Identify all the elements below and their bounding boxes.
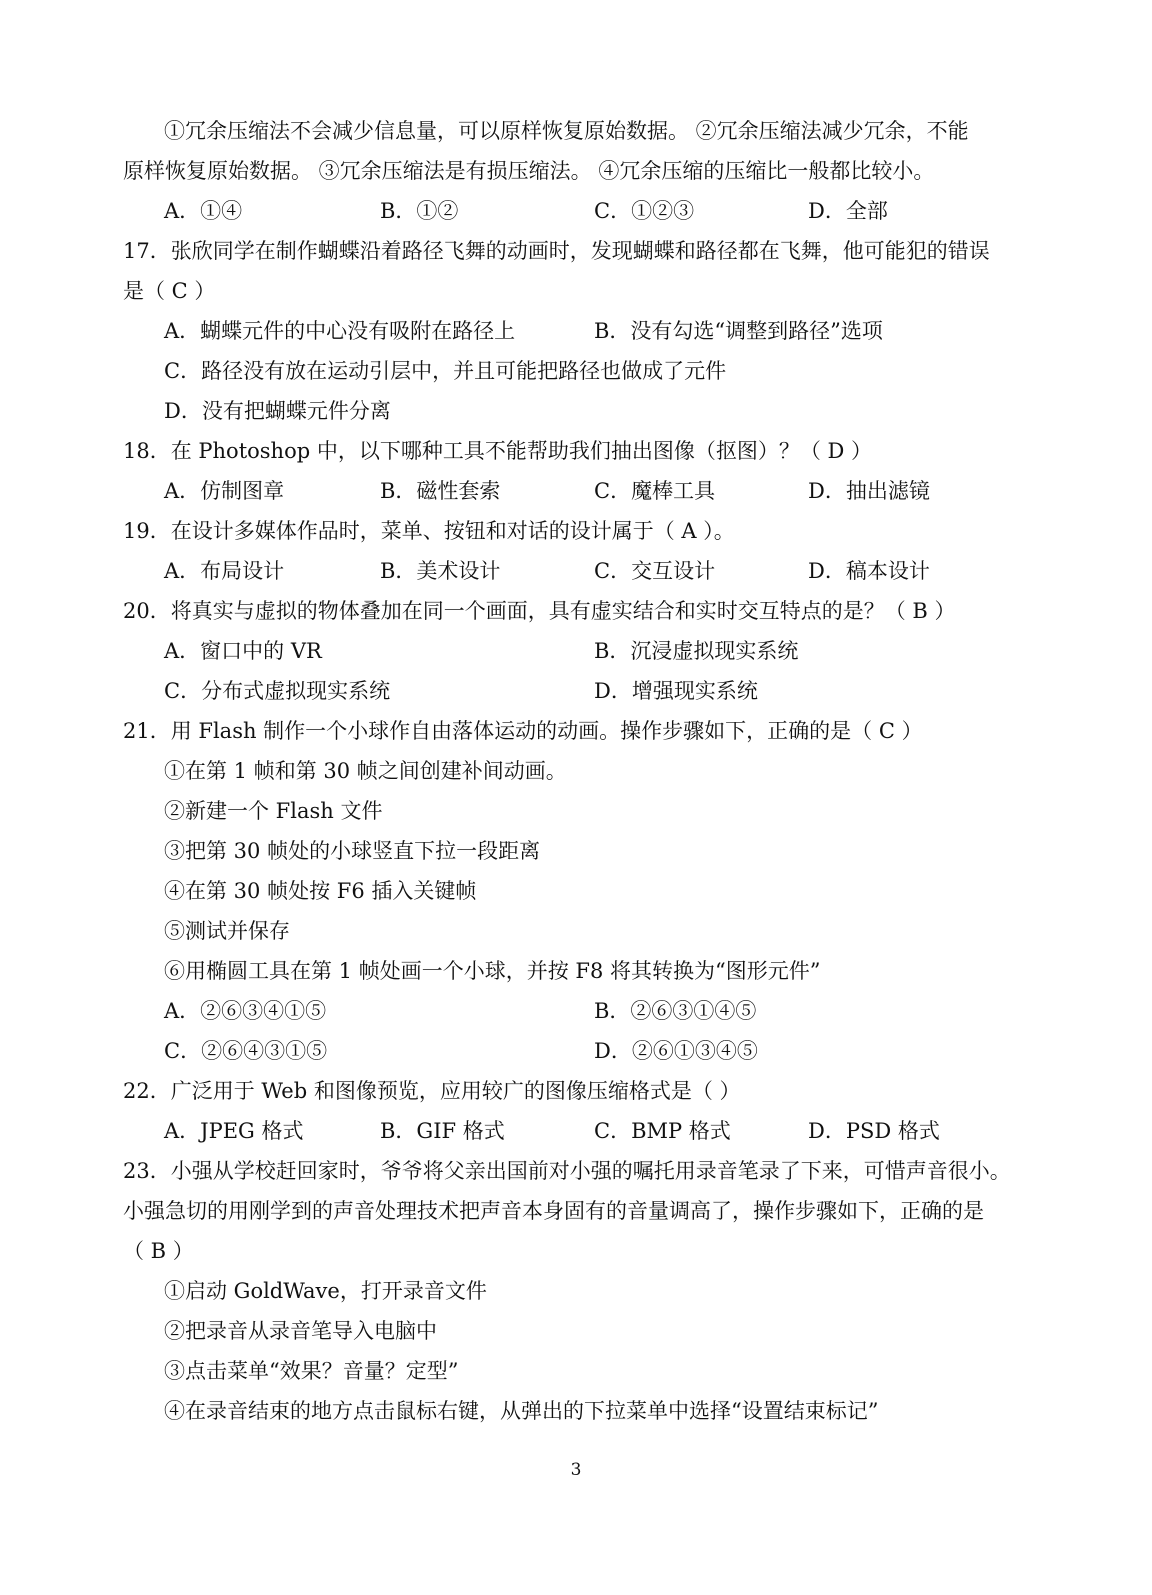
q19-question: 19．在设计多媒体作品时，菜单、按钮和对话的设计属于（ A ）。	[123, 519, 735, 543]
q19-option-c: C．交互设计	[594, 559, 716, 583]
q23-question-line-2: 小强急切的用刚学到的声音处理技术把声音本身固有的音量调高了，操作步骤如下，正确的是	[123, 1199, 984, 1223]
q20-option-b: B．沉浸虚拟现实系统	[594, 639, 799, 663]
q16-options	[0, 191, 1152, 231]
q16-option-a: A．①④	[164, 199, 243, 223]
q17-option-b: B．没有勾选“调整到路径”选项	[594, 319, 883, 343]
q21-step-3: ③把第 30 帧处的小球竖直下拉一段距离	[164, 839, 541, 863]
q20-options-row-2	[0, 671, 1152, 711]
q20-option-a: A．窗口中的 VR	[164, 639, 322, 663]
q21-option-b: B．②⑥③①④⑤	[594, 999, 757, 1023]
q23-question-line-1: 23．小强从学校赶回家时，爷爷将父亲出国前对小强的嘱托用录音笔录了下来，可惜声音很小。	[123, 1159, 1011, 1183]
q16-option-b: B．①②	[380, 199, 459, 223]
q16-statement-line-1: ①冗余压缩法不会减少信息量，可以原样恢复原始数据。 ②冗余压缩法减少冗余，不能	[164, 119, 969, 143]
q21-option-d: D．②⑥①③④⑤	[594, 1039, 758, 1063]
q16-option-c: C．①②③	[594, 199, 695, 223]
q17-option-d: D．没有把蝴蝶元件分离	[164, 399, 391, 423]
q18-option-c: C．魔棒工具	[594, 479, 716, 503]
q21-question: 21．用 Flash 制作一个小球作自由落体运动的动画。操作步骤如下，正确的是（ C ）	[123, 719, 923, 743]
q18-options	[0, 471, 1152, 511]
q21-step-1: ①在第 1 帧和第 30 帧之间创建补间动画。	[164, 759, 567, 783]
q17-options-row-1	[0, 311, 1152, 351]
q18-option-a: A．仿制图章	[164, 479, 285, 503]
q23-step-3: ③点击菜单“效果？音量？定型”	[164, 1359, 459, 1383]
q23-step-1: ①启动 GoldWave，打开录音文件	[164, 1279, 487, 1303]
q22-question: 22．广泛用于 Web 和图像预览，应用较广的图像压缩格式是（ ）	[123, 1079, 741, 1103]
q22-option-d: D．PSD 格式	[808, 1119, 940, 1143]
q23-question-line-3: （ B ）	[123, 1239, 194, 1263]
q22-option-a: A．JPEG 格式	[164, 1119, 304, 1143]
q18-question: 18．在 Photoshop 中，以下哪种工具不能帮助我们抽出图像（抠图）？（ D ）	[123, 439, 873, 463]
q23-step-2: ②把录音从录音笔导入电脑中	[164, 1319, 437, 1343]
q16-statement-line-2: 原样恢复原始数据。 ③冗余压缩法是有损压缩法。 ④冗余压缩的压缩比一般都比较小。	[123, 159, 935, 183]
q20-option-d: D．增强现实系统	[594, 679, 758, 703]
q22-option-b: B．GIF 格式	[380, 1119, 505, 1143]
q21-options-row-2	[0, 1031, 1152, 1071]
q20-option-c: C．分布式虚拟现实系统	[164, 679, 391, 703]
q21-step-2: ②新建一个 Flash 文件	[164, 799, 383, 823]
q19-option-b: B．美术设计	[380, 559, 501, 583]
q21-option-c: C．②⑥④③①⑤	[164, 1039, 328, 1063]
q20-question: 20．将真实与虚拟的物体叠加在同一个画面，具有虚实结合和实时交互特点的是？（ B ）	[123, 599, 956, 623]
q18-option-b: B．磁性套索	[380, 479, 501, 503]
q22-option-c: C．BMP 格式	[594, 1119, 731, 1143]
q21-step-6: ⑥用椭圆工具在第 1 帧处画一个小球，并按 F8 将其转换为“图形元件”	[164, 959, 821, 983]
page-number: 3	[570, 1460, 582, 1480]
q22-options	[0, 1111, 1152, 1151]
q16-option-d: D．全部	[808, 199, 888, 223]
q21-options-row-1	[0, 991, 1152, 1031]
q17-question-line-1: 17．张欣同学在制作蝴蝶沿着路径飞舞的动画时，发现蝴蝶和路径都在飞舞，他可能犯的错误	[123, 239, 990, 263]
q19-option-a: A．布局设计	[164, 559, 285, 583]
q19-option-d: D．稿本设计	[808, 559, 930, 583]
q17-option-a: A．蝴蝶元件的中心没有吸附在路径上	[164, 319, 516, 343]
q23-step-4: ④在录音结束的地方点击鼠标右键，从弹出的下拉菜单中选择“设置结束标记”	[164, 1399, 879, 1423]
q21-step-5: ⑤测试并保存	[164, 919, 290, 943]
q17-option-c: C．路径没有放在运动引层中，并且可能把路径也做成了元件	[164, 359, 727, 383]
q21-option-a: A．②⑥③④①⑤	[164, 999, 327, 1023]
q20-options-row-1	[0, 631, 1152, 671]
q18-option-d: D．抽出滤镜	[808, 479, 930, 503]
q21-step-4: ④在第 30 帧处按 F6 插入关键帧	[164, 879, 477, 903]
q19-options	[0, 551, 1152, 591]
q17-question-line-2: 是（ C ）	[123, 279, 216, 303]
